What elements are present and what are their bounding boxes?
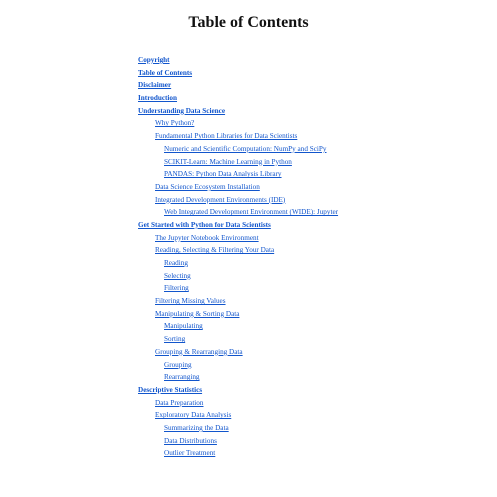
- toc-link[interactable]: Why Python?: [155, 119, 195, 128]
- toc-link[interactable]: Filtering: [164, 284, 189, 293]
- toc-link[interactable]: Data Preparation: [155, 398, 204, 407]
- toc-link[interactable]: Descriptive Statistics: [138, 385, 203, 394]
- toc-entry: [138, 244, 338, 257]
- toc-link[interactable]: Filtering Missing Values: [155, 297, 226, 306]
- toc-link[interactable]: Copyright: [138, 56, 170, 64]
- toc-entry: [138, 194, 338, 207]
- toc-link[interactable]: PANDAS: Python Data Analysis Library: [164, 170, 282, 179]
- toc-link[interactable]: Sorting: [164, 335, 186, 344]
- toc-entry: [138, 346, 338, 359]
- toc-link[interactable]: Table of Contents: [138, 68, 193, 77]
- toc-link[interactable]: Disclaimer: [138, 81, 172, 90]
- toc-entry: [138, 308, 338, 321]
- toc-entry: [138, 270, 338, 283]
- toc-link[interactable]: Outlier Treatment: [164, 449, 216, 458]
- toc-entry: [138, 384, 338, 397]
- toc-entry: [138, 117, 338, 130]
- toc-link[interactable]: Integrated Development Environments (IDE): [155, 195, 286, 204]
- toc-link[interactable]: Reading, Selecting & Filtering Your Data: [155, 246, 275, 255]
- toc-entry: [138, 54, 338, 67]
- toc-link[interactable]: Exploratory Data Analysis: [155, 411, 232, 420]
- toc-link[interactable]: Numeric and Scientific Computation: NumPy and SciPy: [164, 144, 327, 153]
- toc-entry: [138, 168, 338, 181]
- toc-entry: [138, 143, 338, 156]
- toc-link[interactable]: The Jupyter Notebook Environment: [155, 233, 259, 242]
- toc-entry: [138, 67, 338, 80]
- toc-entry: [138, 130, 338, 143]
- toc-entry: [138, 219, 338, 232]
- toc-link[interactable]: Introduction: [138, 94, 178, 103]
- toc-link[interactable]: Web Integrated Development Environment (WIDE): Jupyter: [164, 208, 339, 217]
- toc-entry: [138, 206, 338, 219]
- toc-entry: [138, 359, 338, 372]
- toc-link[interactable]: Get Started with Python for Data Scientists: [138, 220, 271, 229]
- page-title: Table of Contents: [188, 14, 309, 31]
- toc-link[interactable]: Rearranging: [164, 373, 200, 382]
- toc-entry: [138, 295, 338, 308]
- toc-link[interactable]: Data Distributions: [164, 436, 217, 445]
- toc-entry: [138, 371, 338, 384]
- toc-link[interactable]: Understanding Data Science: [138, 106, 226, 115]
- toc-entry: [138, 156, 338, 169]
- toc-link[interactable]: SCIKIT-Learn: Machine Learning in Python: [164, 157, 292, 166]
- toc-link[interactable]: Selecting: [164, 271, 191, 280]
- toc-entry: [138, 181, 338, 194]
- table-of-contents: [138, 54, 338, 460]
- toc-link[interactable]: Summarizing the Data: [164, 423, 229, 432]
- toc-link[interactable]: Manipulating: [164, 322, 203, 331]
- toc-entry: [138, 447, 338, 460]
- toc-link[interactable]: Grouping: [164, 360, 192, 369]
- toc-entry: [138, 257, 338, 270]
- toc-link[interactable]: Data Science Ecosystem Installation: [155, 182, 260, 191]
- toc-link[interactable]: Manipulating & Sorting Data: [155, 309, 240, 318]
- toc-entry: [138, 92, 338, 105]
- toc-entry: [138, 282, 338, 295]
- toc-entry: [138, 435, 338, 448]
- toc-entry: [138, 409, 338, 422]
- toc-entry: [138, 79, 338, 92]
- toc-entry: [138, 422, 338, 435]
- toc-entry: [138, 232, 338, 245]
- toc-entry: [138, 397, 338, 410]
- toc-link[interactable]: Fundamental Python Libraries for Data Scientists: [155, 132, 298, 141]
- toc-link[interactable]: Grouping & Rearranging Data: [155, 347, 243, 356]
- toc-entry: [138, 333, 338, 346]
- toc-entry: [138, 320, 338, 333]
- toc-entry: [138, 105, 338, 118]
- toc-link[interactable]: Reading: [164, 259, 188, 267]
